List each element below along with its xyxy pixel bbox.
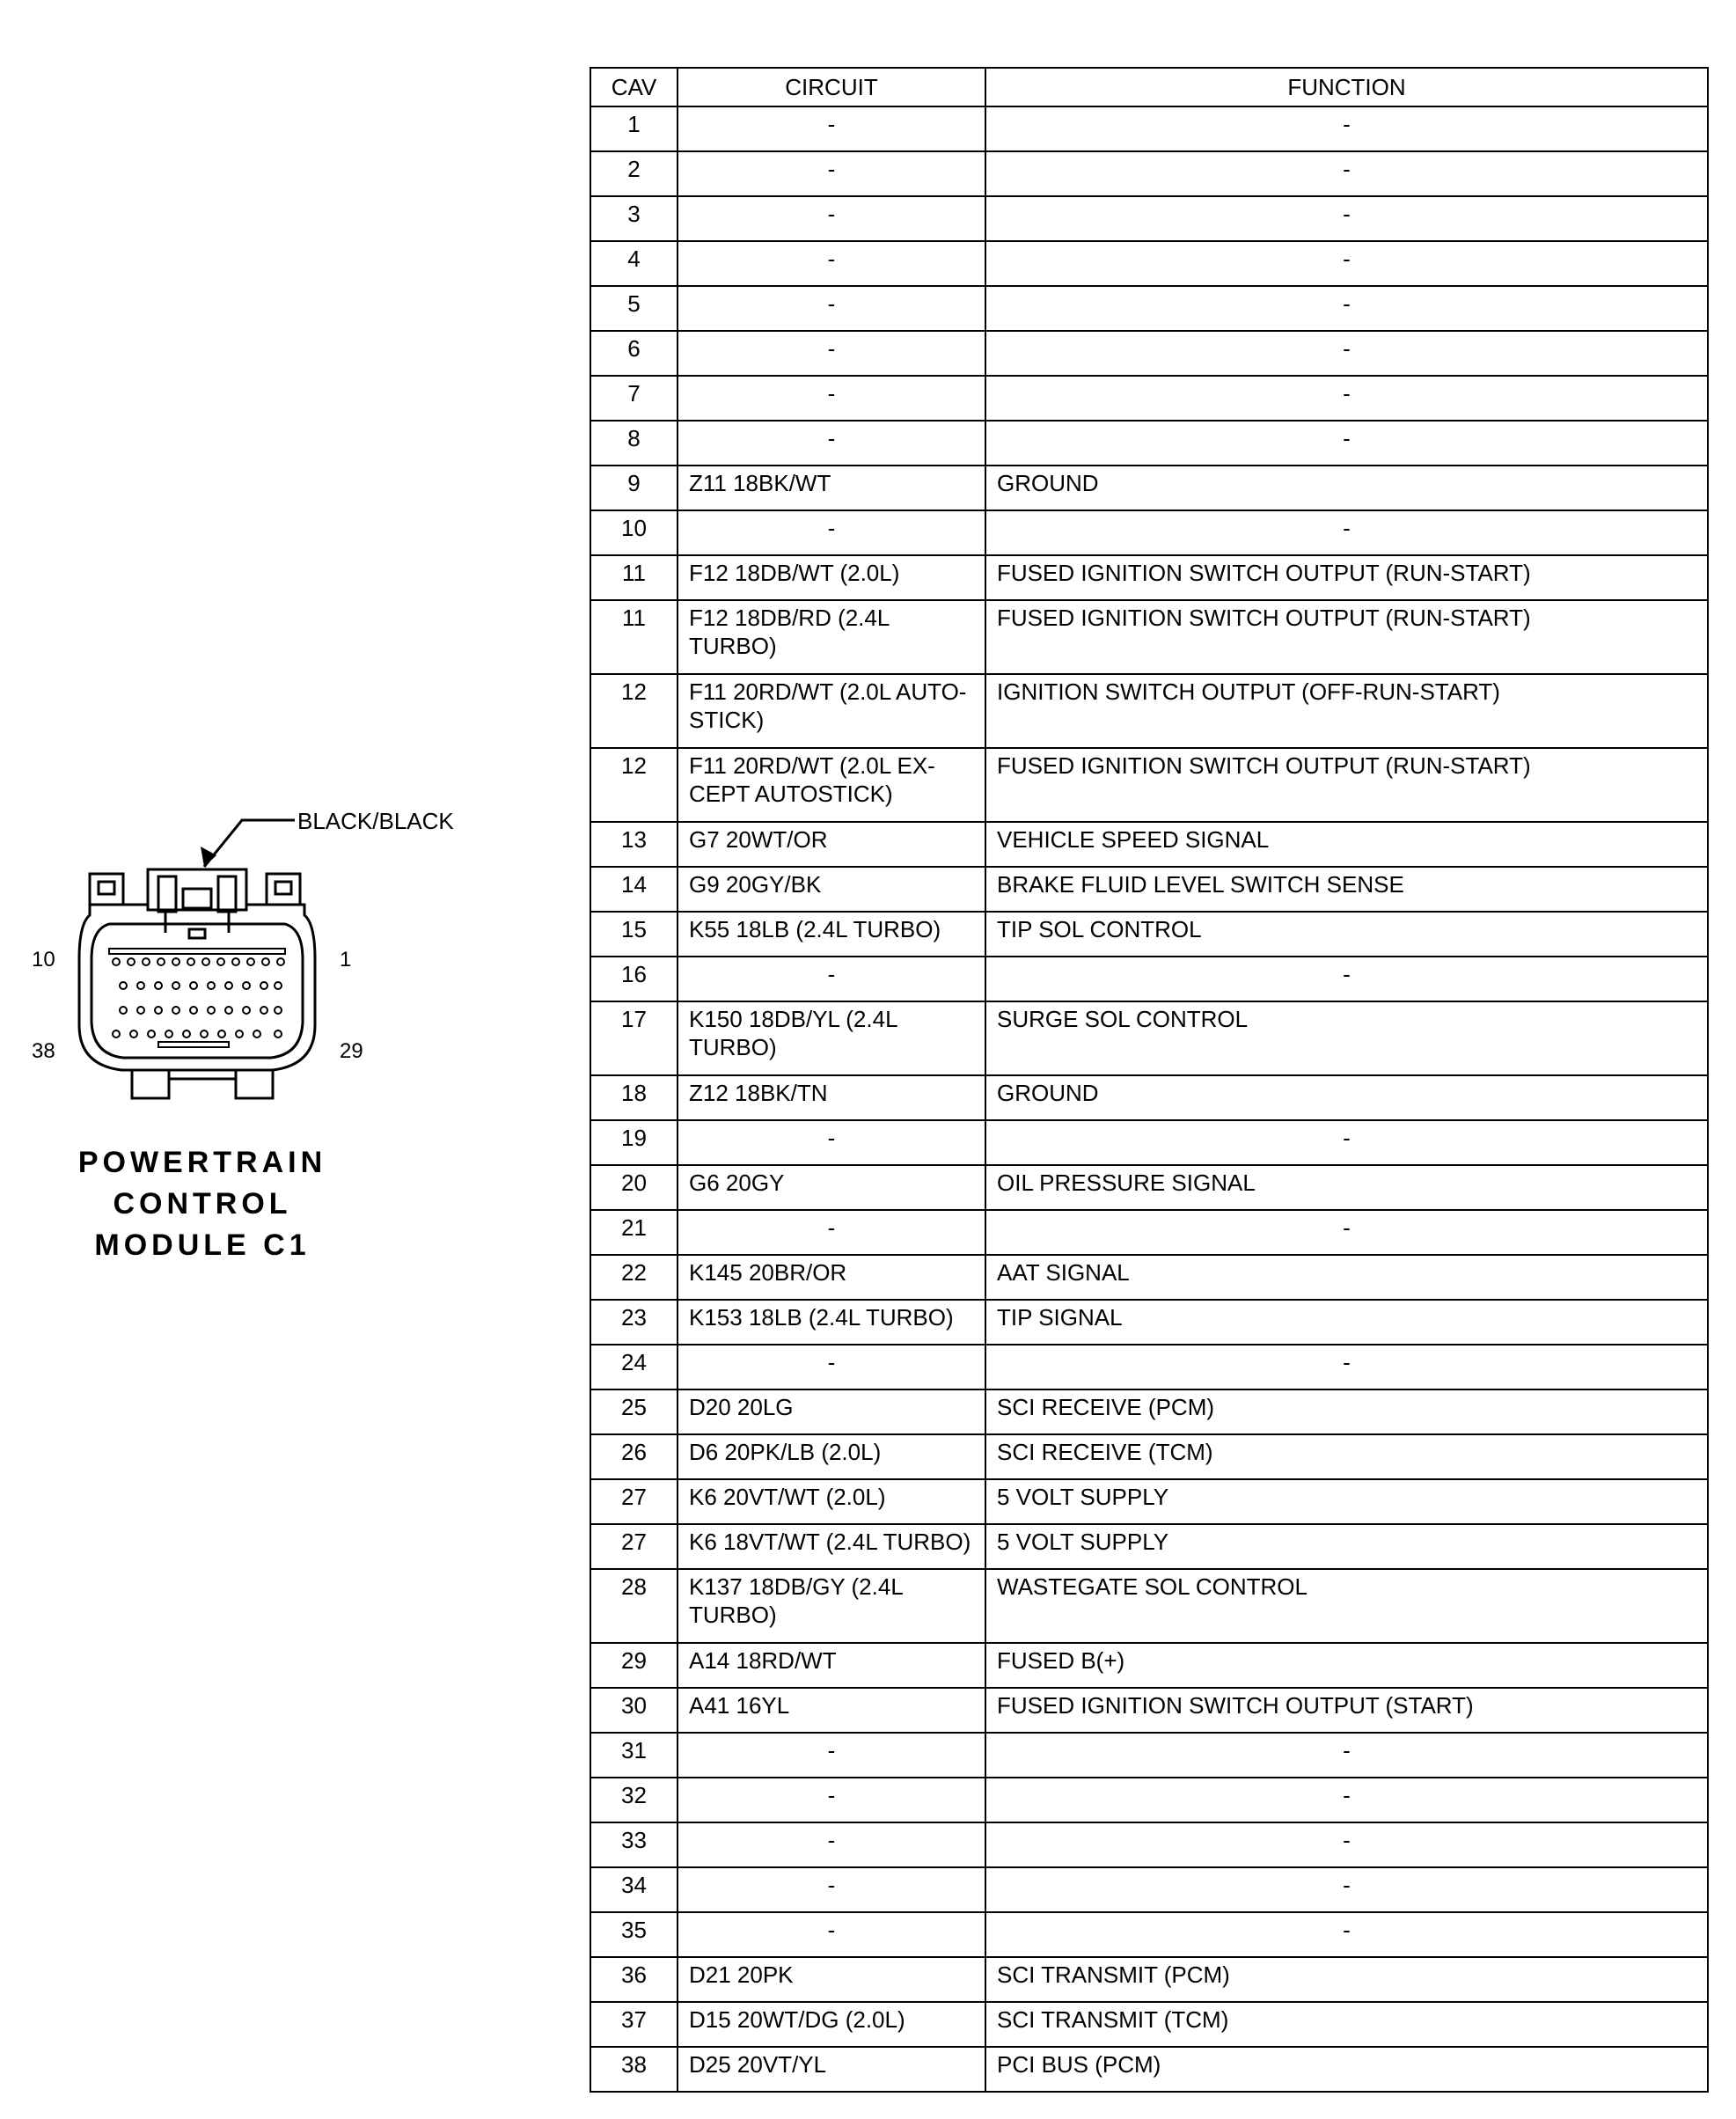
table-row	[590, 286, 1708, 331]
function-cell: FUSED IGNITION SWITCH OUTPUT (START)	[985, 1688, 1708, 1733]
cav-cell: 21	[590, 1210, 678, 1255]
table-row	[590, 1688, 1708, 1733]
circuit-cell: -	[678, 1345, 985, 1389]
table-row	[590, 867, 1708, 912]
table-row	[590, 1867, 1708, 1912]
function-cell: SCI TRANSMIT (TCM)	[985, 2002, 1708, 2047]
table-row	[590, 600, 1708, 674]
pin-label-top-left: 10	[32, 948, 55, 972]
function-cell: -	[985, 1733, 1708, 1778]
circuit-cell: G6 20GY	[678, 1165, 985, 1210]
connector-title-line: POWERTRAIN	[77, 1146, 327, 1179]
connector-title	[53, 1142, 352, 1266]
table-row	[590, 1120, 1708, 1165]
function-cell: -	[985, 151, 1708, 196]
function-cell: FUSED IGNITION SWITCH OUTPUT (RUN-START)	[985, 600, 1708, 674]
table-row	[590, 1643, 1708, 1688]
cav-cell: 10	[590, 510, 678, 555]
function-cell: -	[985, 286, 1708, 331]
function-cell: PCI BUS (PCM)	[985, 2047, 1708, 2092]
table-row	[590, 912, 1708, 957]
function-cell: BRAKE FLUID LEVEL SWITCH SENSE	[985, 867, 1708, 912]
circuit-cell: F12 18DB/RD (2.4L TURBO)	[678, 600, 985, 674]
circuit-cell: -	[678, 1822, 985, 1867]
circuit-cell: K137 18DB/GY (2.4L TURBO)	[678, 1569, 985, 1643]
cav-cell: 27	[590, 1479, 678, 1524]
table-row	[590, 106, 1708, 151]
header-function: FUNCTION	[985, 68, 1708, 106]
table-row	[590, 1733, 1708, 1778]
table-row	[590, 1524, 1708, 1569]
table-row	[590, 748, 1708, 822]
circuit-cell: D15 20WT/DG (2.0L)	[678, 2002, 985, 2047]
connector-title-line: MODULE C1	[94, 1228, 311, 1262]
table-row	[590, 1957, 1708, 2002]
table-row	[590, 1822, 1708, 1867]
cav-cell: 18	[590, 1075, 678, 1120]
function-cell: -	[985, 1778, 1708, 1822]
function-cell: GROUND	[985, 1075, 1708, 1120]
table-row	[590, 674, 1708, 748]
cav-cell: 19	[590, 1120, 678, 1165]
arrow-head-icon	[201, 847, 216, 867]
table-row	[590, 2047, 1708, 2092]
function-cell: WASTEGATE SOL CONTROL	[985, 1569, 1708, 1643]
cav-cell: 27	[590, 1524, 678, 1569]
circuit-cell: G7 20WT/OR	[678, 822, 985, 867]
cav-cell: 2	[590, 151, 678, 196]
function-cell: -	[985, 1345, 1708, 1389]
function-cell: SCI TRANSMIT (PCM)	[985, 1957, 1708, 2002]
color-callout-arrow	[204, 820, 295, 867]
circuit-cell: Z12 18BK/TN	[678, 1075, 985, 1120]
function-cell: 5 VOLT SUPPLY	[985, 1524, 1708, 1569]
table-row	[590, 241, 1708, 286]
cav-cell: 33	[590, 1822, 678, 1867]
function-cell: -	[985, 331, 1708, 376]
circuit-cell: -	[678, 421, 985, 466]
table-row	[590, 1479, 1708, 1524]
circuit-cell: -	[678, 957, 985, 1001]
circuit-cell: -	[678, 1120, 985, 1165]
cav-cell: 6	[590, 331, 678, 376]
function-cell: VEHICLE SPEED SIGNAL	[985, 822, 1708, 867]
circuit-cell: -	[678, 1778, 985, 1822]
cav-cell: 26	[590, 1434, 678, 1479]
table-row	[590, 1778, 1708, 1822]
function-cell: TIP SOL CONTROL	[985, 912, 1708, 957]
table-row	[590, 1912, 1708, 1957]
pinout-table	[590, 67, 1709, 2093]
table-row	[590, 1389, 1708, 1434]
circuit-cell: D21 20PK	[678, 1957, 985, 2002]
circuit-cell: D25 20VT/YL	[678, 2047, 985, 2092]
circuit-cell: F11 20RD/WT (2.0L AUTO-STICK)	[678, 674, 985, 748]
function-cell: OIL PRESSURE SIGNAL	[985, 1165, 1708, 1210]
table-row	[590, 1075, 1708, 1120]
cav-cell: 12	[590, 674, 678, 748]
function-cell: TIP SIGNAL	[985, 1300, 1708, 1345]
table-row	[590, 421, 1708, 466]
circuit-cell: -	[678, 331, 985, 376]
function-cell: FUSED IGNITION SWITCH OUTPUT (RUN-START)	[985, 555, 1708, 600]
circuit-cell: -	[678, 1912, 985, 1957]
circuit-cell: A41 16YL	[678, 1688, 985, 1733]
circuit-cell: D6 20PK/LB (2.0L)	[678, 1434, 985, 1479]
circuit-cell: -	[678, 196, 985, 241]
table-row	[590, 1210, 1708, 1255]
circuit-cell: -	[678, 1733, 985, 1778]
circuit-cell: K153 18LB (2.4L TURBO)	[678, 1300, 985, 1345]
table-row	[590, 1434, 1708, 1479]
function-cell: -	[985, 241, 1708, 286]
cav-cell: 37	[590, 2002, 678, 2047]
cav-cell: 34	[590, 1867, 678, 1912]
function-cell: -	[985, 1912, 1708, 1957]
function-cell: -	[985, 1822, 1708, 1867]
function-cell: 5 VOLT SUPPLY	[985, 1479, 1708, 1524]
circuit-cell: -	[678, 510, 985, 555]
table-row	[590, 331, 1708, 376]
cav-cell: 13	[590, 822, 678, 867]
function-cell: -	[985, 196, 1708, 241]
function-cell: AAT SIGNAL	[985, 1255, 1708, 1300]
cav-cell: 7	[590, 376, 678, 421]
circuit-cell: K145 20BR/OR	[678, 1255, 985, 1300]
table-header-row	[590, 68, 1708, 106]
cav-cell: 11	[590, 600, 678, 674]
circuit-cell: A14 18RD/WT	[678, 1643, 985, 1688]
circuit-cell: K55 18LB (2.4L TURBO)	[678, 912, 985, 957]
cav-cell: 24	[590, 1345, 678, 1389]
cav-cell: 11	[590, 555, 678, 600]
cav-cell: 12	[590, 748, 678, 822]
connector-pin-cavities	[109, 949, 285, 1047]
table-row	[590, 466, 1708, 510]
circuit-cell: K6 18VT/WT (2.4L TURBO)	[678, 1524, 985, 1569]
table-row	[590, 510, 1708, 555]
table-row	[590, 1255, 1708, 1300]
function-cell: FUSED IGNITION SWITCH OUTPUT (RUN-START)	[985, 748, 1708, 822]
table-row	[590, 196, 1708, 241]
table-row	[590, 1165, 1708, 1210]
cav-cell: 31	[590, 1733, 678, 1778]
cav-cell: 36	[590, 1957, 678, 2002]
cav-cell: 35	[590, 1912, 678, 1957]
circuit-cell: -	[678, 1867, 985, 1912]
function-cell: SURGE SOL CONTROL	[985, 1001, 1708, 1075]
circuit-cell: -	[678, 241, 985, 286]
function-cell: IGNITION SWITCH OUTPUT (OFF-RUN-START)	[985, 674, 1708, 748]
table-row	[590, 376, 1708, 421]
cav-cell: 1	[590, 106, 678, 151]
circuit-cell: -	[678, 376, 985, 421]
circuit-cell: D20 20LG	[678, 1389, 985, 1434]
cav-cell: 25	[590, 1389, 678, 1434]
table-row	[590, 957, 1708, 1001]
header-circuit: CIRCUIT	[678, 68, 985, 106]
cav-cell: 8	[590, 421, 678, 466]
circuit-cell: F12 18DB/WT (2.0L)	[678, 555, 985, 600]
circuit-cell: -	[678, 151, 985, 196]
cav-cell: 20	[590, 1165, 678, 1210]
table-row	[590, 1345, 1708, 1389]
table-row	[590, 1001, 1708, 1075]
function-cell: GROUND	[985, 466, 1708, 510]
cav-cell: 38	[590, 2047, 678, 2092]
pinout-rows	[590, 106, 1708, 2092]
circuit-cell: -	[678, 286, 985, 331]
cav-cell: 5	[590, 286, 678, 331]
function-cell: -	[985, 376, 1708, 421]
cav-cell: 3	[590, 196, 678, 241]
function-cell: FUSED B(+)	[985, 1643, 1708, 1688]
table-row	[590, 1300, 1708, 1345]
cav-cell: 4	[590, 241, 678, 286]
cav-cell: 17	[590, 1001, 678, 1075]
table-row	[590, 555, 1708, 600]
pin-label-top-right: 1	[340, 948, 352, 972]
circuit-cell: -	[678, 1210, 985, 1255]
function-cell: -	[985, 106, 1708, 151]
function-cell: -	[985, 1210, 1708, 1255]
pin-label-bottom-right: 29	[340, 1039, 363, 1063]
function-cell: -	[985, 1867, 1708, 1912]
table-row	[590, 1569, 1708, 1643]
circuit-cell: K6 20VT/WT (2.0L)	[678, 1479, 985, 1524]
function-cell: SCI RECEIVE (TCM)	[985, 1434, 1708, 1479]
circuit-cell: Z11 18BK/WT	[678, 466, 985, 510]
cav-cell: 15	[590, 912, 678, 957]
table-row	[590, 151, 1708, 196]
cav-cell: 14	[590, 867, 678, 912]
header-cav: CAV	[590, 68, 678, 106]
cav-cell: 29	[590, 1643, 678, 1688]
cav-cell: 32	[590, 1778, 678, 1822]
table-row	[590, 822, 1708, 867]
function-cell: -	[985, 421, 1708, 466]
cav-cell: 23	[590, 1300, 678, 1345]
cav-cell: 30	[590, 1688, 678, 1733]
cav-cell: 9	[590, 466, 678, 510]
function-cell: -	[985, 1120, 1708, 1165]
circuit-cell: F11 20RD/WT (2.0L EX-CEPT AUTOSTICK)	[678, 748, 985, 822]
pin-label-bottom-left: 38	[32, 1039, 55, 1063]
function-cell: -	[985, 510, 1708, 555]
circuit-cell: G9 20GY/BK	[678, 867, 985, 912]
cav-cell: 16	[590, 957, 678, 1001]
connector-color-label: BLACK/BLACK	[297, 808, 454, 834]
function-cell: SCI RECEIVE (PCM)	[985, 1389, 1708, 1434]
function-cell: -	[985, 957, 1708, 1001]
cav-cell: 28	[590, 1569, 678, 1643]
circuit-cell: -	[678, 106, 985, 151]
cav-cell: 22	[590, 1255, 678, 1300]
connector-title-line: CONTROL	[113, 1187, 292, 1221]
circuit-cell: K150 18DB/YL (2.4L TURBO)	[678, 1001, 985, 1075]
table-row	[590, 2002, 1708, 2047]
